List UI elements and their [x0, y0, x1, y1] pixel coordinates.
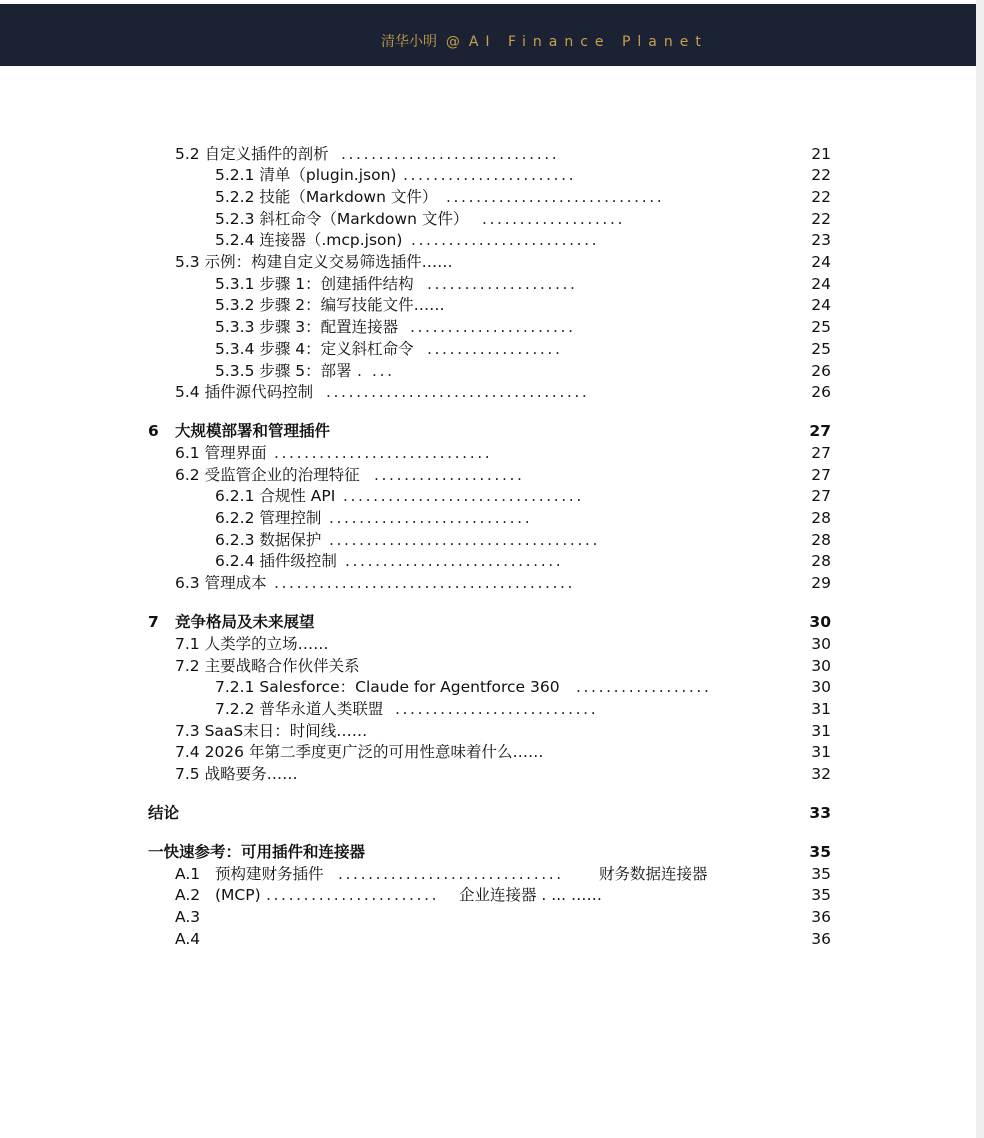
toc-leader-dots: ..................	[427, 340, 563, 358]
toc-entry-title: 7.3 SaaS末日：时间线……	[175, 722, 368, 740]
toc-page-number: 27	[811, 466, 831, 484]
toc-entry-tail: 财务数据连接器	[599, 865, 708, 883]
toc-chapter-title: 结论	[148, 804, 180, 822]
toc-entry-a-1[interactable]	[0, 863, 976, 885]
toc-page-number: 26	[811, 362, 831, 380]
toc-entry-6-1[interactable]	[0, 442, 976, 464]
toc-leader-dots: ..............................	[338, 865, 564, 883]
toc-chapter-number: 6	[148, 422, 159, 440]
toc-page-number: 33	[809, 804, 831, 822]
toc-leader-dots: .......................	[403, 166, 577, 184]
toc-page-number: 32	[811, 765, 831, 783]
toc-entry-title: 5.3.3 步骤 3：配置连接器	[215, 318, 399, 336]
toc-leader-dots: ...........................	[329, 509, 533, 527]
toc-entry-6-2-1[interactable]	[0, 485, 976, 507]
toc-page-number: 28	[811, 552, 831, 570]
toc-entry-a-2[interactable]	[0, 884, 976, 906]
toc-page-number: 28	[811, 531, 831, 549]
toc-page-number: 28	[811, 509, 831, 527]
toc-chapter-number: 7	[148, 613, 159, 631]
toc-entry-title: 预构建财务插件	[215, 865, 324, 883]
header-watermark	[381, 31, 708, 51]
toc-entry-7-1[interactable]	[0, 633, 976, 655]
toc-entry-title: 5.3.5 步骤 5：部署	[215, 362, 352, 380]
toc-entry-5-3-2[interactable]	[0, 294, 976, 316]
toc-entry-label: A.2	[175, 886, 201, 904]
toc-leader-dots: .............................	[345, 552, 564, 570]
header-author: 清华小明	[381, 34, 437, 50]
toc-entry-5-3[interactable]	[0, 251, 976, 273]
toc-page-number: 30	[811, 678, 831, 696]
toc-chapter-conclusion[interactable]	[0, 802, 976, 824]
toc-entry-title: 5.3.2 步骤 2：编写技能文件……	[215, 296, 445, 314]
toc-page-number: 22	[811, 188, 831, 206]
toc-page-number: 25	[811, 318, 831, 336]
toc-chapter-title: 竞争格局及未来展望	[175, 613, 315, 631]
toc-entry-tail: 企业连接器 . ... ……	[459, 886, 602, 904]
toc-entry-7-4[interactable]	[0, 741, 976, 763]
toc-entry-title: 6.2.2 管理控制	[215, 509, 322, 527]
toc-leader-dots: ..................	[576, 678, 712, 696]
toc-entry-6-2-2[interactable]	[0, 507, 976, 529]
toc-page-number: 31	[811, 743, 831, 761]
toc-entry-5-3-3[interactable]	[0, 316, 976, 338]
header-at-sign: @	[445, 34, 460, 50]
toc-entry-5-2-3[interactable]	[0, 208, 976, 230]
toc-entry-title: 6.1 管理界面	[175, 444, 267, 462]
toc-page-number: 24	[811, 275, 831, 293]
toc-entry-5-3-4[interactable]	[0, 338, 976, 360]
toc-entry-title: 7.2.1 Salesforce：Claude for Agentforce 360	[215, 678, 560, 696]
toc-entry-7-3[interactable]	[0, 720, 976, 742]
toc-leader-dots: . ...	[357, 362, 395, 380]
toc-entry-title: 6.3 管理成本	[175, 574, 267, 592]
toc-entry-7-2-2[interactable]	[0, 698, 976, 720]
toc-page-number: 24	[811, 296, 831, 314]
toc-entry-6-2-3[interactable]	[0, 529, 976, 551]
toc-entry-title: 5.3 示例：构建自定义交易筛选插件……	[175, 253, 453, 271]
toc-page-number: 30	[809, 613, 831, 631]
toc-entry-6-2[interactable]	[0, 464, 976, 486]
page-header-banner	[0, 4, 976, 66]
toc-page-number: 27	[809, 422, 831, 440]
toc-page-number: 36	[811, 908, 831, 926]
toc-entry-title: 7.5 战略要务……	[175, 765, 298, 783]
toc-page-number: 27	[811, 487, 831, 505]
toc-leader-dots: ........................................	[274, 574, 576, 592]
toc-entry-5-4[interactable]	[0, 381, 976, 403]
toc-entry-title: 5.3.4 步骤 4：定义斜杠命令	[215, 340, 414, 358]
toc-leader-dots: ....................................	[329, 531, 600, 549]
toc-entry-title: 5.2.3 斜杠命令（Markdown 文件）	[215, 210, 469, 228]
toc-leader-dots: ......................	[410, 318, 576, 336]
toc-page-number: 25	[811, 340, 831, 358]
toc-chapter-title: 大规模部署和管理插件	[175, 422, 331, 440]
toc-page-number: 31	[811, 700, 831, 718]
toc-entry-title: 6.2.4 插件级控制	[215, 552, 337, 570]
toc-chapter-7[interactable]	[0, 611, 976, 633]
toc-entry-title: 7.4 2026 年第二季度更广泛的可用性意味着什么……	[175, 743, 544, 761]
toc-entry-7-2-1[interactable]	[0, 676, 976, 698]
toc-entry-title: 5.2 自定义插件的剖析	[175, 145, 329, 163]
toc-leader-dots: ...................	[482, 210, 626, 228]
toc-entry-title: 6.2 受监管企业的治理特征	[175, 466, 360, 484]
toc-leader-dots: .......................	[266, 886, 440, 904]
toc-page-number: 22	[811, 166, 831, 184]
toc-entry-title: (MCP)	[215, 886, 261, 904]
toc-leader-dots: ...........................	[395, 700, 599, 718]
toc-entry-title: 7.2 主要战略合作伙伴关系	[175, 657, 360, 675]
toc-entry-label: A.3	[175, 908, 201, 926]
toc-page-number: 27	[811, 444, 831, 462]
toc-page-number: 22	[811, 210, 831, 228]
toc-entry-5-2[interactable]	[0, 143, 976, 165]
toc-leader-dots: .............................	[274, 444, 493, 462]
toc-entry-title: 7.1 人类学的立场……	[175, 635, 329, 653]
toc-entry-title: 6.2.3 数据保护	[215, 531, 322, 549]
toc-entry-title: 5.2.2 技能（Markdown 文件）	[215, 188, 438, 206]
toc-page-number: 26	[811, 383, 831, 401]
toc-chapter-title: 一快速参考：可用插件和连接器	[148, 843, 366, 861]
toc-leader-dots: ....................	[427, 275, 578, 293]
toc-entry-a-4[interactable]	[0, 928, 976, 950]
toc-entry-title: 7.2.2 普华永道人类联盟	[215, 700, 384, 718]
toc-entry-title: 6.2.1 合规性 API	[215, 487, 336, 505]
toc-page-number: 24	[811, 253, 831, 271]
toc-entry-title: 5.4 插件源代码控制	[175, 383, 314, 401]
toc-entry-title: 5.2.4 连接器（.mcp.json)	[215, 231, 403, 249]
toc-page-number: 30	[811, 657, 831, 675]
toc-page-number: 29	[811, 574, 831, 592]
toc-entry-title: 5.3.1 步骤 1：创建插件结构	[215, 275, 414, 293]
toc-entry-a-3[interactable]	[0, 906, 976, 928]
toc-leader-dots: ...................................	[326, 383, 590, 401]
toc-entry-7-2[interactable]	[0, 655, 976, 677]
toc-entry-5-2-4[interactable]	[0, 229, 976, 251]
toc-page-number: 35	[811, 865, 831, 883]
toc-leader-dots: ....................	[374, 466, 525, 484]
toc-entry-5-2-1[interactable]	[0, 164, 976, 186]
toc-page-number: 21	[811, 145, 831, 163]
toc-leader-dots: ................................	[343, 487, 584, 505]
toc-page-number: 35	[809, 843, 831, 861]
toc-entry-label: A.4	[175, 930, 201, 948]
toc-entry-5-3-1[interactable]	[0, 273, 976, 295]
toc-page-number: 35	[811, 886, 831, 904]
toc-chapter-appendix[interactable]	[0, 841, 976, 863]
header-brand: AI Finance Planet	[468, 34, 708, 50]
toc-entry-5-3-5[interactable]	[0, 360, 976, 382]
toc-page-number: 31	[811, 722, 831, 740]
toc-leader-dots: .............................	[341, 145, 560, 163]
toc-chapter-6[interactable]	[0, 420, 976, 442]
toc-entry-6-2-4[interactable]	[0, 550, 976, 572]
toc-page-number: 36	[811, 930, 831, 948]
toc-entry-5-2-2[interactable]	[0, 186, 976, 208]
toc-page-number: 30	[811, 635, 831, 653]
toc-entry-label: A.1	[175, 865, 201, 883]
toc-leader-dots: .............................	[446, 188, 665, 206]
toc-entry-6-3[interactable]	[0, 572, 976, 594]
toc-entry-title: 5.2.1 清单（plugin.json)	[215, 166, 397, 184]
toc-leader-dots: .........................	[411, 231, 600, 249]
toc-page-number: 23	[811, 231, 831, 249]
toc-entry-7-5[interactable]	[0, 763, 976, 785]
